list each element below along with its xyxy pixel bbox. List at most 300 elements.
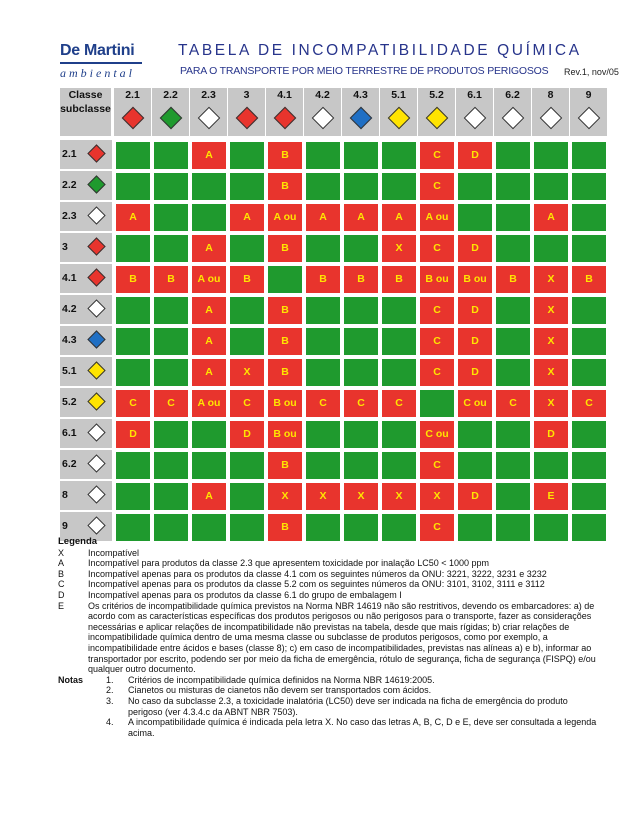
table-cell bbox=[304, 388, 342, 419]
cell-code: D bbox=[547, 428, 555, 440]
table-cell bbox=[570, 233, 608, 264]
cell-code: X bbox=[395, 242, 403, 254]
table-cell bbox=[494, 326, 532, 357]
table-cell bbox=[532, 326, 570, 357]
cell-code: D bbox=[471, 366, 479, 378]
column-header-label: 2.1 bbox=[125, 89, 140, 101]
legend-item bbox=[58, 558, 598, 569]
cell-code: A bbox=[319, 211, 327, 223]
table-cell bbox=[456, 171, 494, 202]
cell-code: E bbox=[547, 490, 555, 502]
table-cell bbox=[456, 233, 494, 264]
row-header-label: 2.1 bbox=[62, 148, 77, 160]
table-cell bbox=[114, 326, 152, 357]
table-cell bbox=[570, 264, 608, 295]
cell-code: B bbox=[129, 273, 137, 285]
cell-code: B bbox=[395, 273, 403, 285]
table-cell bbox=[304, 481, 342, 512]
cell-code: A bbox=[395, 211, 403, 223]
cell-code: C bbox=[243, 397, 251, 409]
table-cell bbox=[532, 357, 570, 388]
table-cell bbox=[190, 450, 228, 481]
table-cell bbox=[380, 326, 418, 357]
legend-key: X bbox=[58, 547, 65, 558]
cell-code: X bbox=[243, 366, 251, 378]
hazard-placard-icon bbox=[87, 299, 105, 317]
table-cell bbox=[342, 140, 380, 171]
note-item bbox=[106, 696, 598, 717]
cell-code: A bbox=[129, 211, 137, 223]
row-header-label: 8 bbox=[62, 489, 68, 501]
legend-item bbox=[58, 569, 598, 580]
table-cell bbox=[456, 450, 494, 481]
cell-code: C bbox=[433, 180, 441, 192]
cell-code: B ou bbox=[273, 397, 297, 409]
table-cell bbox=[190, 264, 228, 295]
table-cell bbox=[304, 140, 342, 171]
table-cell bbox=[570, 202, 608, 233]
cell-code: B ou bbox=[273, 428, 297, 440]
hazard-placard-icon bbox=[87, 268, 105, 286]
table-cell bbox=[418, 326, 456, 357]
table-cell bbox=[570, 357, 608, 388]
cell-code: X bbox=[547, 335, 555, 347]
row-header-5-2 bbox=[60, 388, 112, 419]
cell-code: B ou bbox=[425, 273, 449, 285]
legend-key: A bbox=[58, 558, 65, 569]
legend-text: Incompatível apenas para os produtos da classe 6.1 do grupo de embalagem I bbox=[88, 589, 402, 600]
table-cell bbox=[152, 326, 190, 357]
company-logo bbox=[60, 42, 142, 81]
row-header-8 bbox=[60, 481, 112, 512]
row-header-label: 2.3 bbox=[62, 210, 77, 222]
row-header-label: 4.1 bbox=[62, 272, 77, 284]
cell-code: X bbox=[547, 304, 555, 316]
cell-code: B bbox=[281, 180, 289, 192]
cell-code: A bbox=[243, 211, 251, 223]
notes-title: Notas bbox=[58, 674, 84, 685]
cell-code: B bbox=[281, 459, 289, 471]
note-item bbox=[106, 717, 598, 738]
cell-code: C bbox=[395, 397, 403, 409]
table-cell bbox=[494, 419, 532, 450]
table-cell bbox=[418, 481, 456, 512]
column-header-label: 9 bbox=[585, 89, 592, 101]
column-header-5-1 bbox=[380, 88, 418, 136]
hazard-placard-icon bbox=[87, 423, 105, 441]
hazard-placard-icon bbox=[87, 237, 105, 255]
table-cell bbox=[114, 233, 152, 264]
cell-code: B bbox=[357, 273, 365, 285]
hazard-placard-icon bbox=[197, 107, 220, 130]
row-header-4-3 bbox=[60, 326, 112, 357]
column-header-label: 2.3 bbox=[201, 89, 216, 101]
cell-code: C bbox=[167, 397, 175, 409]
column-header-label: 4.3 bbox=[353, 89, 368, 101]
table-cell bbox=[532, 264, 570, 295]
note-number: 1. bbox=[106, 674, 114, 685]
table-cell bbox=[190, 481, 228, 512]
cell-code: B bbox=[281, 149, 289, 161]
table-cell bbox=[266, 295, 304, 326]
cell-code: X bbox=[433, 490, 441, 502]
column-header-4-1 bbox=[266, 88, 304, 136]
note-number: 3. bbox=[106, 695, 114, 706]
row-header-label: 2.2 bbox=[62, 179, 77, 191]
table-cell bbox=[190, 233, 228, 264]
table-cell bbox=[380, 419, 418, 450]
table-cell bbox=[304, 202, 342, 233]
table-cell bbox=[114, 419, 152, 450]
cell-code: A bbox=[205, 304, 213, 316]
hazard-placard-icon bbox=[387, 107, 410, 130]
table-cell bbox=[114, 295, 152, 326]
table-cell bbox=[114, 388, 152, 419]
revision-label: Rev.1, nov/05 bbox=[564, 67, 619, 77]
row-header-2-3 bbox=[60, 202, 112, 233]
table-cell bbox=[532, 202, 570, 233]
column-header-label: 8 bbox=[547, 89, 554, 101]
table-cell bbox=[304, 357, 342, 388]
row-header-3 bbox=[60, 233, 112, 264]
cell-code: D bbox=[471, 242, 479, 254]
table-cell bbox=[532, 295, 570, 326]
cell-code: C bbox=[129, 397, 137, 409]
row-header-label: 6.1 bbox=[62, 427, 77, 439]
table-cell bbox=[494, 233, 532, 264]
row-header-2-2 bbox=[60, 171, 112, 202]
column-header-label: 4.1 bbox=[277, 89, 292, 101]
table-cell bbox=[114, 140, 152, 171]
table-cell bbox=[228, 357, 266, 388]
logo-divider bbox=[60, 62, 142, 64]
table-cell bbox=[114, 264, 152, 295]
row-header-5-1 bbox=[60, 357, 112, 388]
table-cell bbox=[494, 450, 532, 481]
cell-code: A bbox=[205, 366, 213, 378]
table-cell bbox=[494, 264, 532, 295]
cell-code: C ou bbox=[463, 397, 487, 409]
table-cell bbox=[304, 326, 342, 357]
hazard-placard-icon bbox=[87, 454, 105, 472]
column-header-6-1 bbox=[456, 88, 494, 136]
cell-code: C bbox=[433, 521, 441, 533]
logo-brand: De Martini bbox=[60, 42, 135, 59]
cell-code: B bbox=[243, 273, 251, 285]
hazard-placard-icon bbox=[87, 392, 105, 410]
hazard-placard-icon bbox=[87, 206, 105, 224]
row-header-label: 3 bbox=[62, 241, 68, 253]
table-cell bbox=[114, 357, 152, 388]
cell-code: A ou bbox=[425, 211, 449, 223]
cell-code: C bbox=[433, 149, 441, 161]
cell-code: B ou bbox=[463, 273, 487, 285]
cell-code: A bbox=[205, 149, 213, 161]
table-cell bbox=[494, 171, 532, 202]
cell-code: C bbox=[585, 397, 593, 409]
column-header-8 bbox=[532, 88, 570, 136]
table-cell bbox=[418, 233, 456, 264]
cell-code: D bbox=[471, 490, 479, 502]
cell-code: C bbox=[433, 366, 441, 378]
table-cell bbox=[342, 357, 380, 388]
note-text: No caso da subclasse 2.3, a toxicidade inalatória (LC50) deve ser indicada na ficha de emergência do produto perigoso (ver 4.3.4.c da ABNT NBR 7503). bbox=[128, 695, 568, 717]
table-cell bbox=[342, 171, 380, 202]
table-cell bbox=[380, 295, 418, 326]
table-cell bbox=[266, 388, 304, 419]
row-header-4-2 bbox=[60, 295, 112, 326]
table-cell bbox=[456, 295, 494, 326]
table-cell bbox=[456, 140, 494, 171]
table-cell bbox=[342, 233, 380, 264]
table-cell bbox=[152, 171, 190, 202]
table-cell bbox=[380, 264, 418, 295]
cell-code: B bbox=[281, 304, 289, 316]
hazard-placard-icon bbox=[577, 107, 600, 130]
table-cell bbox=[228, 450, 266, 481]
table-cell bbox=[494, 357, 532, 388]
cell-code: X bbox=[547, 397, 555, 409]
column-header-2-3 bbox=[190, 88, 228, 136]
column-header-5-2 bbox=[418, 88, 456, 136]
table-cell bbox=[342, 202, 380, 233]
cell-code: C bbox=[433, 335, 441, 347]
table-cell bbox=[152, 450, 190, 481]
table-cell bbox=[266, 140, 304, 171]
cell-code: C bbox=[433, 242, 441, 254]
table-cell bbox=[418, 264, 456, 295]
column-header-label: 6.1 bbox=[467, 89, 482, 101]
note-text: Cianetos ou misturas de cianetos não devem ser transportados com ácidos. bbox=[128, 685, 432, 696]
table-cell bbox=[456, 419, 494, 450]
table-cell bbox=[418, 357, 456, 388]
cell-code: D bbox=[243, 428, 251, 440]
cell-code: X bbox=[319, 490, 327, 502]
table-cell bbox=[190, 171, 228, 202]
table-cell bbox=[494, 140, 532, 171]
hazard-placard-icon bbox=[349, 107, 372, 130]
hazard-placard-icon bbox=[87, 175, 105, 193]
table-cell bbox=[152, 357, 190, 388]
column-header-6-2 bbox=[494, 88, 532, 136]
hazard-placard-icon bbox=[425, 107, 448, 130]
table-cell bbox=[266, 202, 304, 233]
cell-code: C bbox=[509, 397, 517, 409]
row-header-6-1 bbox=[60, 419, 112, 450]
table-cell bbox=[266, 326, 304, 357]
hazard-placard-icon bbox=[539, 107, 562, 130]
table-cell bbox=[266, 264, 304, 295]
table-cell bbox=[456, 388, 494, 419]
table-cell bbox=[570, 388, 608, 419]
cell-code: X bbox=[281, 490, 289, 502]
table-cell bbox=[456, 326, 494, 357]
header-label-subclass: subclasse bbox=[60, 103, 111, 115]
legend-item bbox=[58, 579, 598, 590]
table-cell bbox=[266, 450, 304, 481]
table-cell bbox=[152, 264, 190, 295]
table-cell bbox=[228, 233, 266, 264]
cell-code: C bbox=[433, 459, 441, 471]
hazard-placard-icon bbox=[273, 107, 296, 130]
table-cell bbox=[532, 450, 570, 481]
column-header-2-1 bbox=[114, 88, 152, 136]
table-cell bbox=[342, 295, 380, 326]
table-cell bbox=[418, 140, 456, 171]
cell-code: A ou bbox=[273, 211, 297, 223]
legend-section bbox=[58, 537, 598, 738]
hazard-placard-icon bbox=[87, 516, 105, 534]
table-cell bbox=[114, 481, 152, 512]
row-header-6-2 bbox=[60, 450, 112, 481]
header-label-class: Classe bbox=[68, 89, 103, 101]
table-cell bbox=[152, 481, 190, 512]
column-header-4-3 bbox=[342, 88, 380, 136]
cell-code: B bbox=[281, 366, 289, 378]
page-subtitle: PARA O TRANSPORTE POR MEIO TERRESTRE DE PRODUTOS PERIGOSOS bbox=[180, 65, 549, 77]
cell-code: D bbox=[471, 149, 479, 161]
table-cell bbox=[342, 326, 380, 357]
cell-code: A bbox=[205, 335, 213, 347]
table-cell bbox=[266, 357, 304, 388]
column-header-label: 5.2 bbox=[429, 89, 444, 101]
hazard-placard-icon bbox=[501, 107, 524, 130]
column-header-label: 6.2 bbox=[505, 89, 520, 101]
logo-subtitle: ambiental bbox=[60, 66, 135, 80]
table-cell bbox=[190, 419, 228, 450]
table-cell bbox=[266, 481, 304, 512]
column-header-2-2 bbox=[152, 88, 190, 136]
table-cell bbox=[570, 450, 608, 481]
table-cell bbox=[304, 171, 342, 202]
cell-code: B bbox=[281, 521, 289, 533]
column-header-4-2 bbox=[304, 88, 342, 136]
table-cell bbox=[456, 264, 494, 295]
legend-title: Legenda bbox=[58, 536, 98, 547]
table-cell bbox=[494, 295, 532, 326]
table-cell bbox=[152, 202, 190, 233]
page-title: TABELA DE INCOMPATIBILIDADE QUÍMICA bbox=[178, 42, 582, 59]
column-header-label: 2.2 bbox=[163, 89, 178, 101]
table-cell bbox=[570, 295, 608, 326]
legend-text: Incompatível para produtos da classe 2.3 que apresentem toxicidade por inalação LC50 < 1000 ppm bbox=[88, 558, 490, 569]
row-header-label: 5.1 bbox=[62, 365, 77, 377]
table-cell bbox=[532, 481, 570, 512]
note-number: 4. bbox=[106, 717, 114, 728]
table-cell bbox=[190, 357, 228, 388]
table-cell bbox=[570, 171, 608, 202]
cell-code: D bbox=[471, 304, 479, 316]
table-cell bbox=[190, 388, 228, 419]
legend-key: D bbox=[58, 589, 65, 600]
row-header-4-1 bbox=[60, 264, 112, 295]
table-cell bbox=[304, 264, 342, 295]
note-text: Critérios de incompatibilidade química definidos na Norma NBR 14619:2005. bbox=[128, 674, 435, 685]
table-cell bbox=[418, 202, 456, 233]
cell-code: X bbox=[395, 490, 403, 502]
table-cell bbox=[152, 388, 190, 419]
table-cell bbox=[266, 171, 304, 202]
cell-code: D bbox=[129, 428, 137, 440]
hazard-placard-icon bbox=[235, 107, 258, 130]
table-cell bbox=[494, 481, 532, 512]
hazard-placard-icon bbox=[87, 330, 105, 348]
cell-code: C bbox=[357, 397, 365, 409]
table-cell bbox=[266, 419, 304, 450]
table-cell bbox=[570, 481, 608, 512]
column-header-label: 3 bbox=[243, 89, 250, 101]
legend-key: E bbox=[58, 600, 65, 611]
table-cell bbox=[228, 171, 266, 202]
legend-item bbox=[58, 601, 598, 675]
table-cell bbox=[228, 326, 266, 357]
note-number: 2. bbox=[106, 685, 114, 696]
table-header-class bbox=[60, 88, 112, 136]
table-cell bbox=[570, 140, 608, 171]
cell-code: A bbox=[547, 211, 555, 223]
hazard-placard-icon bbox=[87, 485, 105, 503]
table-cell bbox=[418, 171, 456, 202]
cell-code: X bbox=[357, 490, 365, 502]
table-cell bbox=[532, 140, 570, 171]
cell-code: A bbox=[205, 242, 213, 254]
table-cell bbox=[418, 388, 456, 419]
row-header-label: 6.2 bbox=[62, 458, 77, 470]
cell-code: B bbox=[167, 273, 175, 285]
legend-text: Incompatível bbox=[88, 547, 140, 558]
table-cell bbox=[228, 388, 266, 419]
table-cell bbox=[152, 419, 190, 450]
table-cell bbox=[304, 295, 342, 326]
note-item bbox=[106, 685, 598, 696]
cell-code: C ou bbox=[425, 428, 449, 440]
hazard-placard-icon bbox=[121, 107, 144, 130]
cell-code: C bbox=[433, 304, 441, 316]
table-cell bbox=[190, 295, 228, 326]
legend-text: Incompatível apenas para os produtos da classe 4.1 com os seguintes números da ONU: 3221, 3222, 3231 e 3232 bbox=[88, 568, 547, 579]
cell-code: X bbox=[547, 366, 555, 378]
table-cell bbox=[456, 481, 494, 512]
cell-code: A bbox=[205, 490, 213, 502]
table-cell bbox=[228, 140, 266, 171]
table-cell bbox=[304, 450, 342, 481]
table-cell bbox=[532, 388, 570, 419]
table-cell bbox=[190, 326, 228, 357]
row-header-label: 9 bbox=[62, 520, 68, 532]
note-item bbox=[106, 675, 598, 686]
column-header-label: 4.2 bbox=[315, 89, 330, 101]
table-cell bbox=[152, 295, 190, 326]
table-cell bbox=[342, 450, 380, 481]
table-cell bbox=[570, 419, 608, 450]
table-cell bbox=[418, 450, 456, 481]
table-cell bbox=[380, 140, 418, 171]
table-cell bbox=[532, 233, 570, 264]
cell-code: B bbox=[509, 273, 517, 285]
table-cell bbox=[494, 202, 532, 233]
legend-text: Os critérios de incompatibilidade química previstos na Norma NBR 14619 não são restritivos, devendo os embarcadores: a) de acordo com as características específicas dos produtos perigosos ou não perigosos para o transporte, fazer as considerações necessárias e aplicar relações de incompatibilidade não previstas na tabela, desde que mais rígidas; b) criar relações de incompatibilidade química dentro de uma mesma classe ou subclasse de produtos perigosos, como por exemplo, a incompatibilidade entre ácidos e bases (classe 8); c) em caso de incompatibilidades, previstas nas alíneas a) e b), informar ao transportador por escrito, podendo ser por meio da ficha de emergência, rótulo de segurança, ficha de segurança (FISPQ) e/ou qualquer outro documento. bbox=[88, 600, 596, 675]
cell-code: A bbox=[357, 211, 365, 223]
row-header-label: 4.3 bbox=[62, 334, 77, 346]
table-cell bbox=[114, 450, 152, 481]
legend-list bbox=[58, 548, 598, 675]
table-cell bbox=[228, 202, 266, 233]
table-cell bbox=[266, 233, 304, 264]
table-cell bbox=[190, 140, 228, 171]
legend-item bbox=[58, 590, 598, 601]
table-cell bbox=[418, 295, 456, 326]
table-cell bbox=[570, 326, 608, 357]
